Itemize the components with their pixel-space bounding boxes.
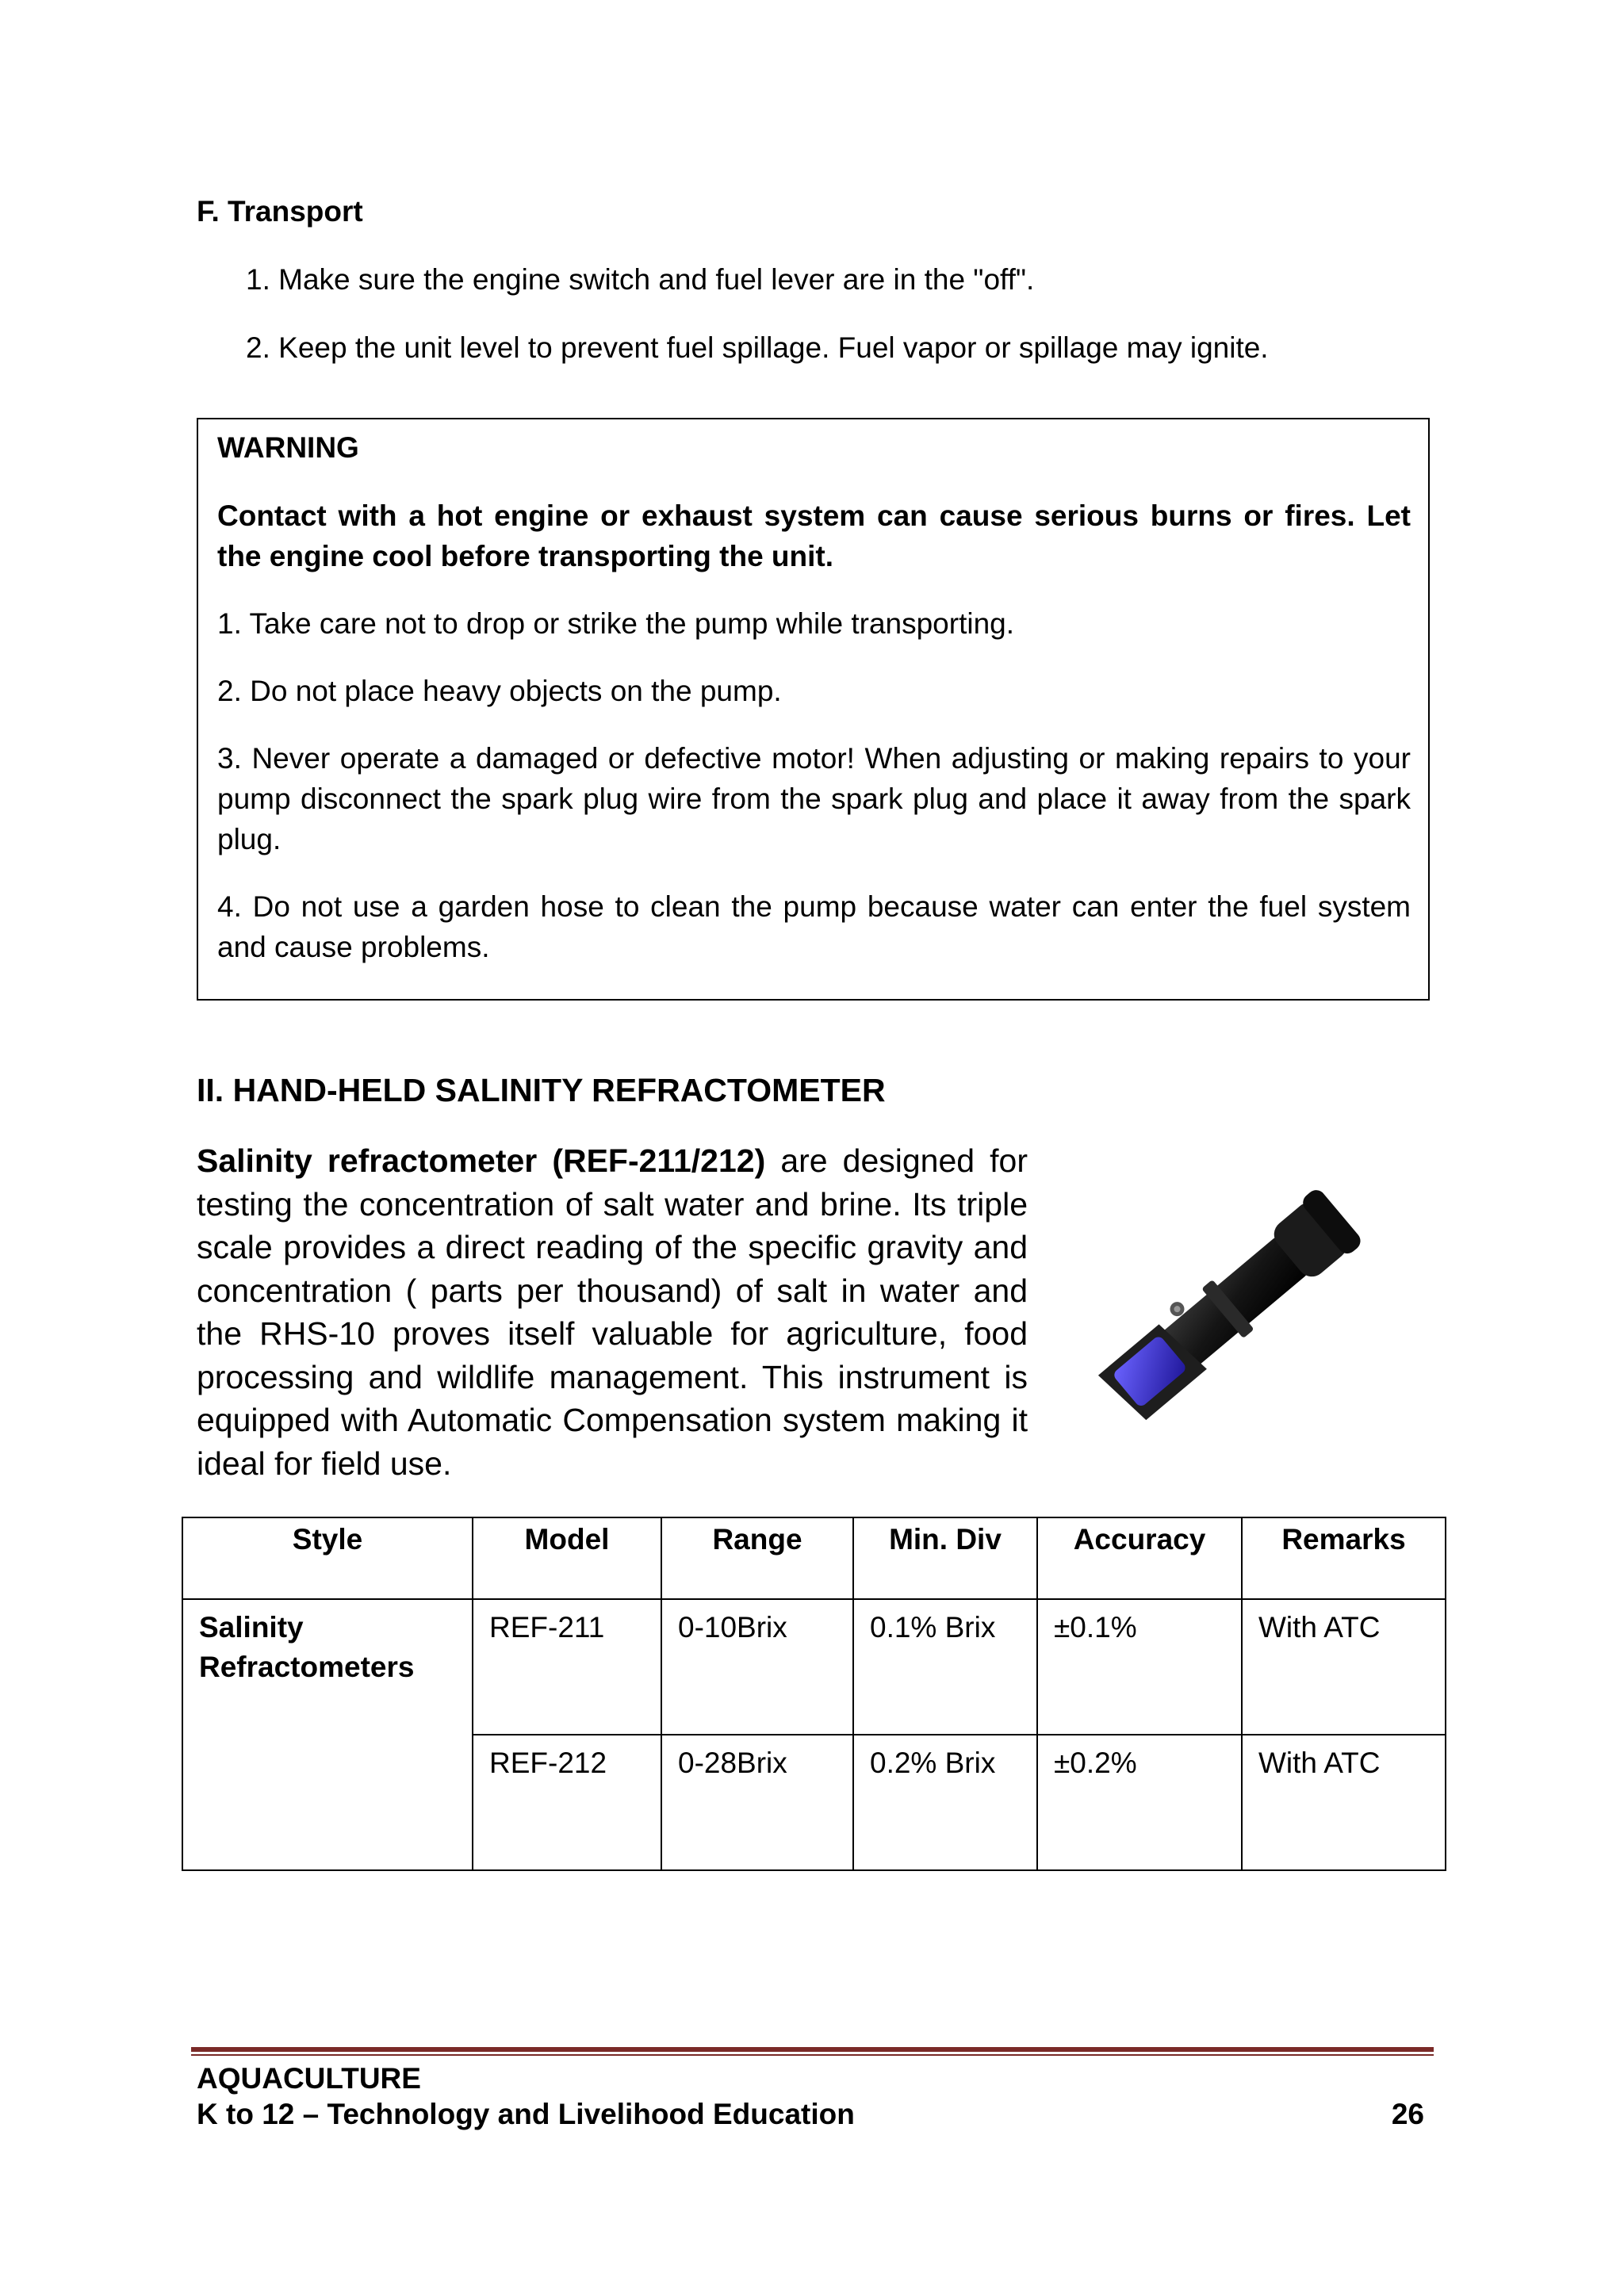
footer-course: K to 12 – Technology and Livelihood Education (197, 2098, 855, 2130)
header-style: Style (182, 1517, 473, 1599)
footer-rule-thin (191, 2054, 1434, 2056)
footer-subject: AQUACULTURE (197, 2062, 421, 2095)
footer-rule (191, 2047, 1434, 2052)
transport-step-2: 2. Keep the unit level to prevent fuel spillage. Fuel vapor or spillage may ignite. (246, 331, 1269, 364)
intro-paragraph (197, 1139, 1028, 1485)
transport-step-1: 1. Make sure the engine switch and fuel lever are in the "off". (246, 263, 1035, 296)
spec-table (182, 1517, 1446, 1871)
intro-bold: Salinity refractometer (REF-211/212) (197, 1142, 766, 1179)
min-div-cell: 0.1% Brix (853, 1599, 1037, 1735)
accuracy-cell: ±0.2% (1037, 1735, 1242, 1870)
warning-item-3: 3. Never operate a damaged or defective motor! When adjusting or making repairs to your pump disconnect the spark plug wire from the spark plug and place it away from the spark plug. (217, 742, 1411, 855)
table-row (182, 1599, 1446, 1735)
header-range: Range (661, 1517, 853, 1599)
page-number: 26 (1391, 2098, 1424, 2130)
warning-item-4: 4. Do not use a garden hose to clean the pump because water can enter the fuel system and cause problems. (217, 890, 1411, 963)
header-remarks: Remarks (1242, 1517, 1446, 1599)
accuracy-cell: ±0.1% (1037, 1599, 1242, 1735)
warning-item-2: 2. Do not place heavy objects on the pump. (217, 675, 782, 707)
remarks-cell: With ATC (1242, 1735, 1446, 1870)
warning-box (197, 418, 1430, 1001)
min-div-cell: 0.2% Brix (853, 1735, 1037, 1870)
warning-bold-text: Contact with a hot engine or exhaust system can cause serious burns or fires. Let the engine cool before transporting the unit. (217, 499, 1411, 572)
warning-title: WARNING (217, 431, 359, 464)
range-cell: 0-28Brix (661, 1735, 853, 1870)
model-cell: REF-212 (473, 1735, 661, 1870)
header-accuracy: Accuracy (1037, 1517, 1242, 1599)
intro-text: are designed for testing the concentration of salt water and brine. Its triple scale provides a direct reading of the specific gravity and concentration ( parts per thousand) of salt in water and the RHS-10 proves itself valuable for agriculture, food processing and wildlife management. This instrument is equipped with Automatic Compensation system making it ideal for field use. (197, 1142, 1028, 1482)
transport-heading: F. Transport (197, 195, 363, 228)
table-header-row (182, 1517, 1446, 1599)
model-cell: REF-211 (473, 1599, 661, 1735)
range-cell: 0-10Brix (661, 1599, 853, 1735)
section-title: II. HAND-HELD SALINITY REFRACTOMETER (197, 1072, 886, 1108)
warning-item-1: 1. Take care not to drop or strike the pump while transporting. (217, 607, 1015, 640)
header-model: Model (473, 1517, 661, 1599)
header-min-div: Min. Div (853, 1517, 1037, 1599)
refractometer-image (1067, 1150, 1408, 1451)
remarks-cell: With ATC (1242, 1599, 1446, 1735)
style-cell: Salinity Refractometers (182, 1599, 473, 1870)
